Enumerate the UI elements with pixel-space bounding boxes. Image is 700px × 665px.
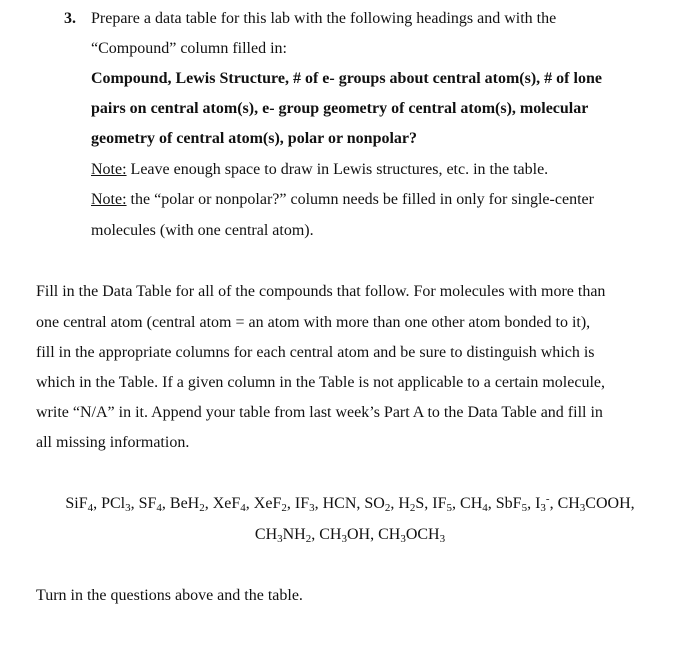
table-headings-line2: pairs on central atom(s), e- group geometry of central atom(s), molecular — [91, 100, 589, 117]
instructions-line6: all missing information. — [36, 434, 190, 451]
table-headings-line3: geometry of central atom(s), polar or nonpolar? — [91, 130, 418, 147]
instructions-line3: fill in the appropriate columns for each central atom and be sure to distinguish which is — [36, 344, 595, 361]
compound-formula: $CH_3OCH_3$ — [378, 526, 446, 545]
compound-separator: , — [161, 495, 170, 512]
note-2-text: the “polar or nonpolar?” column needs be filled in only for single-center — [126, 191, 594, 208]
compound-formula: $I_3^-$ — [535, 493, 550, 514]
compound-separator: , — [370, 526, 379, 543]
instructions-line1: Fill in the Data Table for all of the compounds that follow. For molecules with more than — [36, 283, 606, 300]
compound-formula: $CH_3NH_2$ — [254, 526, 312, 545]
compound-separator: , — [356, 495, 365, 512]
compound-separator: , — [93, 495, 102, 512]
question-intro-line2: “Compound” column filled in: — [91, 40, 287, 57]
instructions-line4: which in the Table. If a given column in the Table is not applicable to a certain molecule, — [36, 374, 605, 391]
table-headings-line1: Compound, Lewis Structure, # of e- groups about central atom(s), # of lone — [91, 70, 602, 87]
note-2-label: Note: — [91, 191, 127, 208]
compound-separator: , — [311, 526, 320, 543]
compound-separator: , — [390, 495, 399, 512]
compound-formula: $SF_4$ — [138, 495, 162, 514]
compound-formula: $CH_3COOH$ — [557, 495, 631, 514]
compound-formula: $IF_5$ — [432, 495, 453, 514]
compound-separator: , — [245, 495, 254, 512]
compound-separator: , — [314, 495, 323, 512]
note-1-text: Leave enough space to draw in Lewis structures, etc. in the table. — [126, 161, 549, 178]
question-number: 3. — [64, 10, 76, 27]
compound-formula: SiF$_4$ — [65, 495, 94, 514]
compound-list-row1 — [0, 494, 700, 514]
instructions-line5: write “N/A” in it. Append your table from last week’s Part A to the Data Table and fill in — [36, 404, 603, 421]
compound-formula: $CH_4$ — [460, 495, 488, 514]
note-1-label: Note: — [91, 161, 127, 178]
compound-formula: $CH_3OH$ — [319, 526, 371, 545]
closing-instruction: Turn in the questions above and the table. — [36, 587, 303, 604]
compound-formula: XeF$_4$ — [212, 495, 246, 514]
compound-formula: SbF$_5$ — [495, 495, 528, 514]
compound-separator: , — [630, 495, 635, 512]
compound-list-row2 — [0, 525, 700, 545]
note-1 — [91, 160, 548, 180]
note-2-line2: molecules (with one central atom). — [91, 222, 314, 239]
note-2 — [91, 190, 594, 210]
compound-formula: HCN — [322, 495, 357, 512]
question-intro-line1: Prepare a data table for this lab with the following headings and with the — [91, 10, 557, 27]
compound-separator: , — [204, 495, 213, 512]
compound-separator: , — [130, 495, 139, 512]
compound-separator: , — [286, 495, 295, 512]
instructions-line2: one central atom (central atom = an atom with more than one other atom bonded to it), — [36, 314, 591, 331]
compound-formula: $IF_3$ — [294, 495, 315, 514]
compound-formula: BeH$_2$ — [169, 495, 205, 514]
compound-formula: XeF$_2$ — [253, 495, 287, 514]
compound-separator: , — [549, 495, 558, 512]
compound-separator: , — [452, 495, 461, 512]
compound-separator: , — [424, 495, 433, 512]
compound-separator: , — [487, 495, 496, 512]
compound-formula: PCl$_3$ — [101, 495, 131, 514]
compound-formula: $H_2S$ — [398, 495, 425, 514]
compound-formula: $SO_2$ — [364, 495, 391, 514]
compound-separator: , — [527, 495, 536, 512]
